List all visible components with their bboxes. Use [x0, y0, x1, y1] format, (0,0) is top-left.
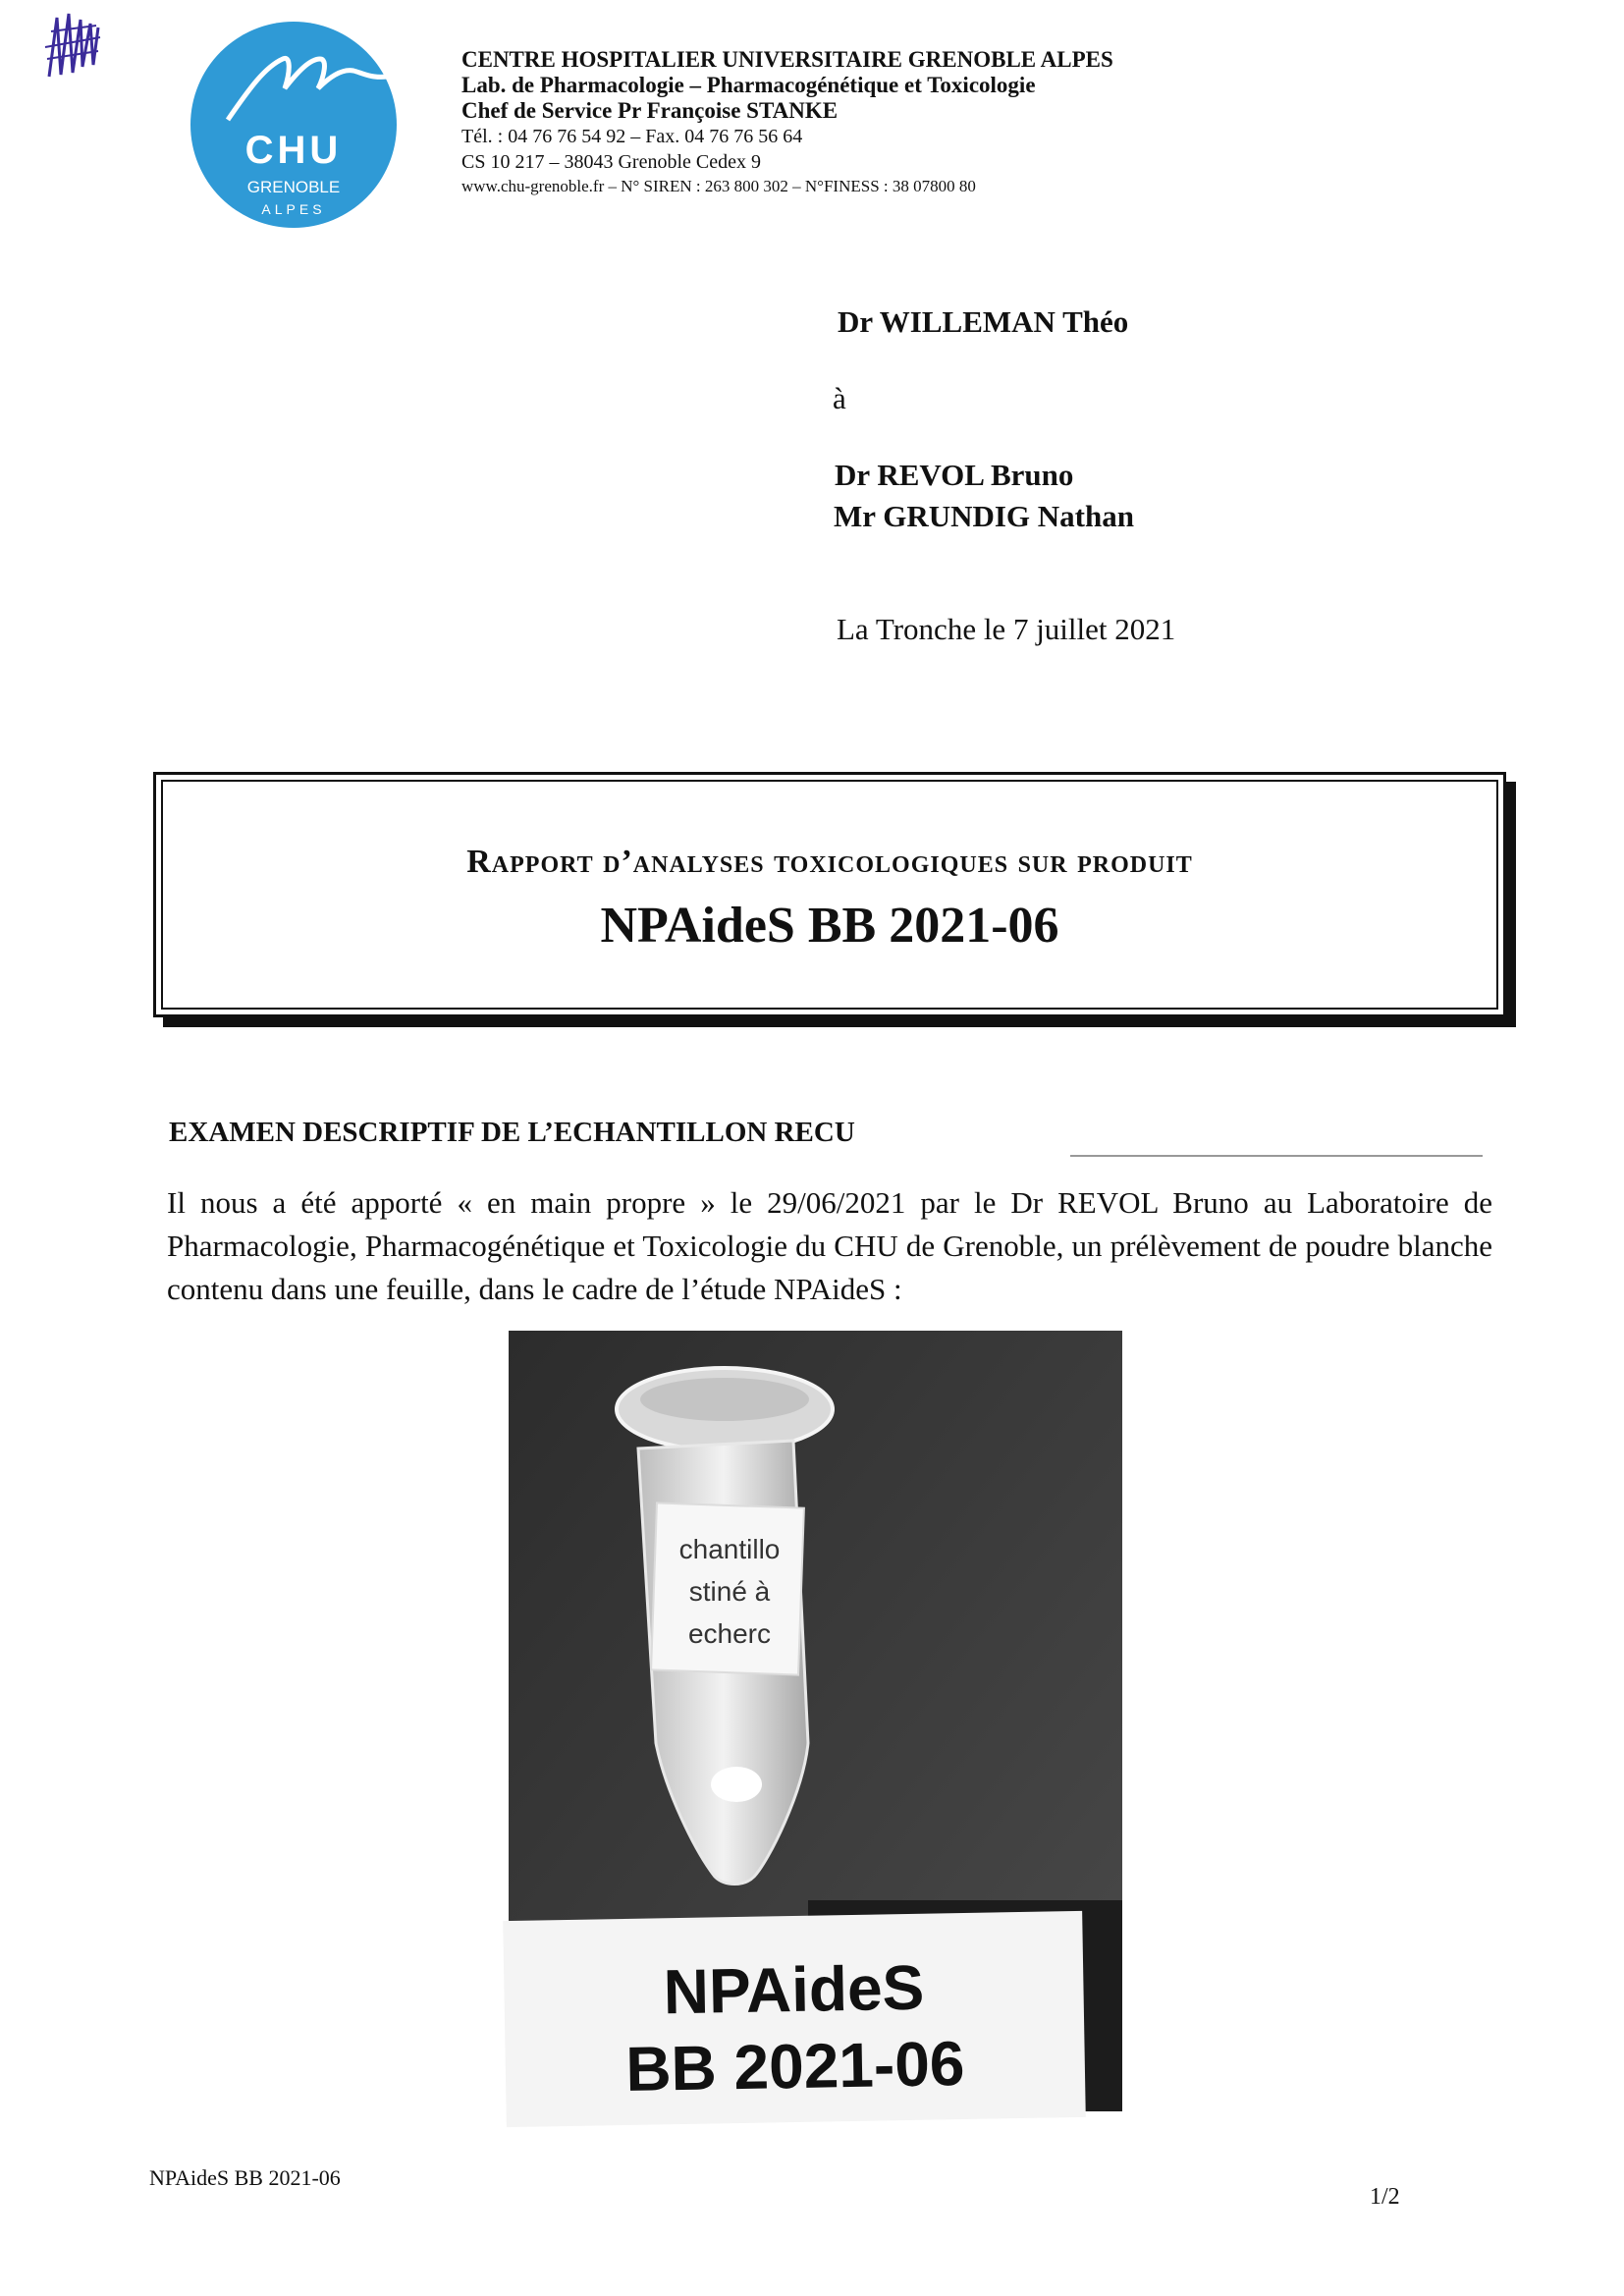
footer-reference: NPAideS BB 2021-06 [149, 2165, 341, 2190]
logo-acronym: CHU [244, 129, 343, 172]
recipient-1: Dr REVOL Bruno [835, 458, 1074, 492]
letterhead [461, 47, 1345, 198]
tube-label-3: echerc [687, 1618, 772, 1649]
to-word: à [833, 381, 846, 415]
handwritten-scribble [39, 8, 108, 86]
report-title [156, 844, 1503, 881]
postal-address: CS 10 217 – 38043 Grenoble Cedex 9 [461, 151, 761, 173]
logo-city: GRENOBLE [246, 178, 341, 196]
tube-label-1: chantillo [678, 1534, 781, 1564]
report-reference: NPAideS BB 2021-06 [600, 898, 1059, 954]
sender: Dr WILLEMAN Théo [838, 304, 1129, 339]
institution-name: CENTRE HOSPITALIER UNIVERSITAIRE GRENOBLE ALPES [461, 47, 1113, 72]
service-chief: Chef de Service Pr Françoise STANKE [461, 98, 839, 123]
report-title-text: Rapport d’analyses toxicologiques sur produit [466, 844, 1193, 880]
logo-circle [190, 22, 397, 228]
report-title-box [153, 772, 1506, 1017]
logo-region: ALPES [261, 201, 326, 217]
letter-date: La Tronche le 7 juillet 2021 [837, 612, 1176, 646]
page-number: 1/2 [1370, 2184, 1400, 2210]
card-line-2: BB 2021-06 [624, 2027, 965, 2105]
description-paragraph: Il nous a été apporté « en main propre » le 29/06/2021 par le Dr REVOL Bruno au Laboratoire de Pharmacologie, Pharmacogénétique et Toxicologie du CHU de Grenoble, un prélèvement de poudre blanche contenu dans une feuille, dans le cadre de l’étude NPAideS : [167, 1185, 1492, 1306]
heading-rule [1070, 1155, 1483, 1157]
phone-fax: Tél. : 04 76 76 54 92 – Fax. 04 76 76 56 64 [461, 126, 803, 147]
lab-name: Lab. de Pharmacologie – Pharmacogénétique et Toxicologie [461, 73, 1036, 97]
sample-photo [509, 1331, 1122, 2111]
chu-logo [189, 20, 399, 230]
tube-label-2: stiné à [688, 1576, 771, 1607]
card-line-1: NPAideS [663, 1951, 925, 2028]
website-ids: www.chu-grenoble.fr – N° SIREN : 263 800 302 – N°FINESS : 38 07800 80 [461, 177, 976, 195]
sample-card [503, 1911, 1086, 2127]
recipient-2: Mr GRUNDIG Nathan [834, 499, 1134, 533]
section-heading: EXAMEN DESCRIPTIF DE L’ECHANTILLON RECU [169, 1117, 855, 1148]
